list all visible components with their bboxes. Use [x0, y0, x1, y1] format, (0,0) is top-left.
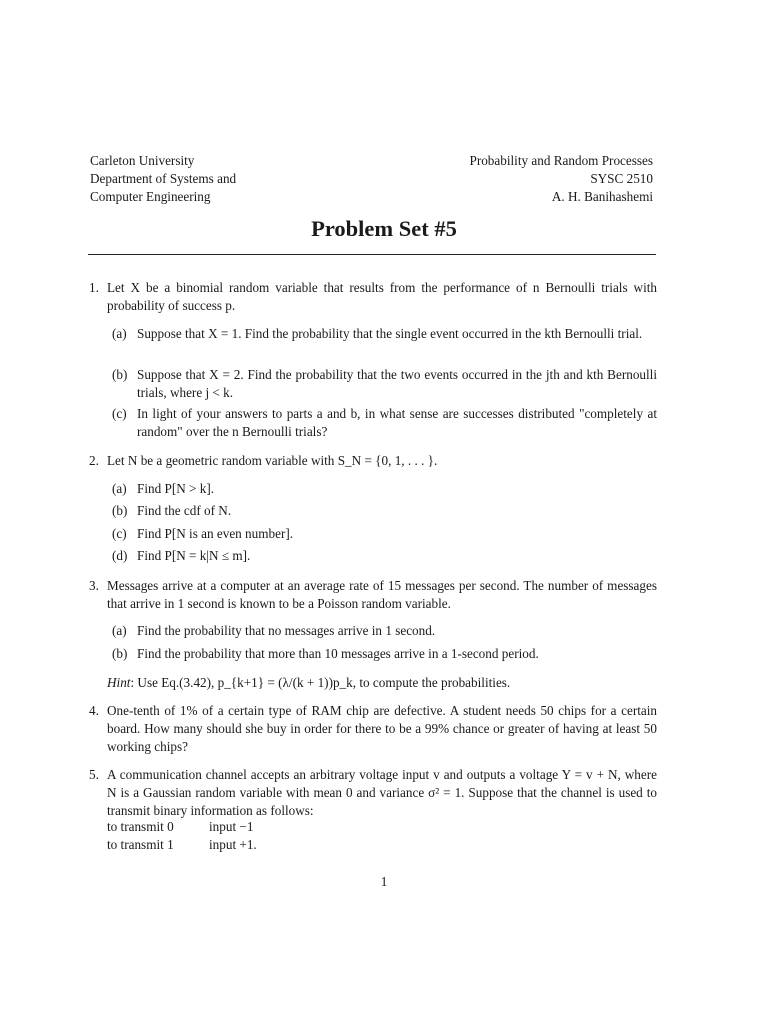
problem-number: 2.	[89, 453, 99, 468]
problem-text: A communication channel accepts an arbitrary voltage input v and outputs a voltage Y = v + N, where N is a Gaussian random variable with mean 0 and variance σ² = 1. Suppose that the channel is used to transmit binary information as follows:	[107, 767, 657, 818]
problem-3a	[112, 622, 657, 640]
part-text: Find the probability that more than 10 messages arrive in a 1-second period.	[137, 646, 539, 661]
title-divider	[88, 254, 656, 255]
problem-number: 4.	[89, 703, 99, 718]
problem-text: Messages arrive at a computer at an average rate of 15 messages per second. The number of messages that arrive in 1 second is known to be a Poisson random variable.	[107, 578, 657, 611]
part-text: Find the cdf of N.	[137, 503, 232, 518]
problem-5	[89, 766, 657, 820]
part-text: Find the probability that no messages arrive in 1 second.	[137, 623, 436, 638]
part-text: Suppose that X = 1. Find the probability that the single event occurred in the kth Bernoulli trial.	[137, 326, 643, 341]
problem-2b	[112, 502, 657, 520]
problem-3	[89, 577, 657, 613]
transmit-row-1	[107, 836, 257, 854]
problem-1a	[112, 325, 657, 343]
part-text: Find P[N > k].	[137, 481, 215, 496]
part-label: (c)	[112, 406, 127, 421]
hint-text: : Use Eq.(3.42), p_{k+1} = (λ/(k + 1))p_k, to compute the probabilities.	[130, 675, 511, 690]
problem-4	[89, 702, 657, 756]
part-label: (b)	[112, 503, 128, 518]
header-right	[469, 152, 653, 206]
problem-3b	[112, 645, 657, 663]
course-code: SYSC 2510	[590, 171, 653, 186]
instructor-name: A. H. Banihashemi	[551, 189, 653, 204]
part-label: (b)	[112, 646, 128, 661]
transmit-label: to transmit 1	[107, 837, 174, 852]
problem-number: 1.	[89, 280, 99, 295]
part-text: Suppose that X = 2. Find the probability that the two events occurred in the jth and kth Bernoulli trials, where j < k.	[137, 367, 657, 400]
part-text: Find P[N = k|N ≤ m].	[137, 548, 251, 563]
part-label: (d)	[112, 548, 128, 563]
problem-3-hint	[107, 674, 510, 692]
part-label: (a)	[112, 623, 127, 638]
part-text: Find P[N is an even number].	[137, 526, 294, 541]
transmit-input: input +1.	[209, 837, 257, 852]
problem-2	[89, 452, 657, 470]
problem-2d	[112, 547, 657, 565]
course-title: Probability and Random Processes	[469, 153, 653, 168]
department-name-cont: Computer Engineering	[90, 189, 211, 204]
part-label: (a)	[112, 326, 127, 341]
problem-number: 5.	[89, 767, 99, 782]
problem-text: Let N be a geometric random variable with S_N = {0, 1, . . . }.	[107, 453, 438, 468]
transmit-label: to transmit 0	[107, 819, 174, 834]
part-label: (b)	[112, 367, 128, 382]
university-name: Carleton University	[90, 153, 195, 168]
part-label: (c)	[112, 526, 127, 541]
part-label: (a)	[112, 481, 127, 496]
problem-number: 3.	[89, 578, 99, 593]
department-name: Department of Systems and	[90, 171, 237, 186]
transmit-row-0	[107, 818, 253, 836]
problem-1c	[112, 405, 657, 441]
page-number: 1	[380, 874, 388, 889]
page-title: Problem Set #5	[311, 216, 457, 241]
header-left	[90, 152, 236, 206]
problem-text: Let X be a binomial random variable that results from the performance of n Bernoulli trials with probability of success p.	[107, 280, 657, 313]
problem-text: One-tenth of 1% of a certain type of RAM chip are defective. A student needs 50 chips for a certain board. How many should she buy in order for there to be a 99% chance or greater of having at least 50 working chips?	[107, 703, 657, 754]
problem-1	[89, 279, 657, 315]
hint-label: Hint	[107, 675, 131, 690]
transmit-input: input −1	[209, 819, 254, 834]
problem-1b	[112, 366, 657, 402]
part-text: In light of your answers to parts a and b, in what sense are successes distributed "completely at random" over the n Bernoulli trials?	[137, 406, 657, 439]
problem-2c	[112, 525, 657, 543]
problem-2a	[112, 480, 657, 498]
